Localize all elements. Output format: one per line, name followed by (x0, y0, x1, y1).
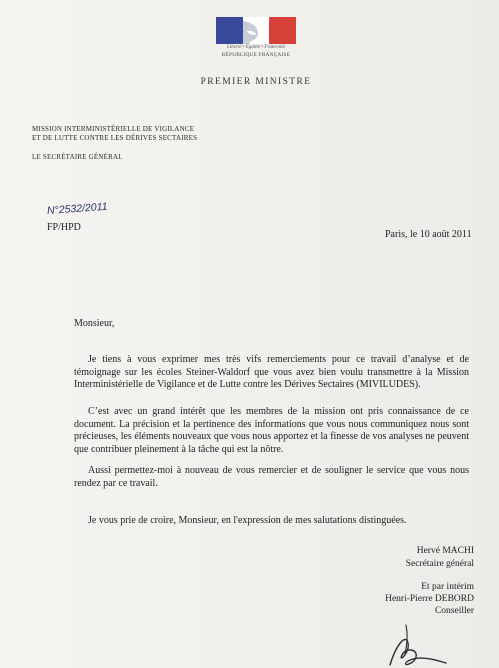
paragraph-3: Aussi permettez-moi à nouveau de vous remercier et de souligner le service que vous nous rendez par ce travail. (74, 465, 469, 489)
interim-title: Conseiller (434, 606, 474, 616)
signatory-name: Hervé MACHI (416, 546, 474, 556)
paragraph-1: Je tiens à vous exprimer mes très vifs remerciements pour ce travail d’analyse et de témoignage sur les écoles Steiner-Waldorf que vous avez bien voulu transmettre à la Mission Interministérielle de Vigilance et de Lutte contre les Dérives Sectaires (MIVILUDES). (74, 354, 469, 391)
salutation: Monsieur, (74, 318, 115, 329)
closing-paragraph: Je vous prie de croire, Monsieur, en l'expression de mes salutations distinguées. (88, 515, 407, 526)
republic-motto: Liberté • Égalité • Fraternité (227, 45, 285, 50)
reference-initials: FP/HPD (47, 222, 81, 233)
signatory-title: Secrétaire général (405, 559, 474, 569)
handwritten-signature (378, 605, 478, 668)
mission-line-1: MISSION INTERMINISTÉRIELLE DE VIGILANCE (32, 125, 195, 133)
mission-line-2: ET DE LUTTE CONTRE LES DÉRIVES SECTAIRES (32, 134, 198, 142)
interim-name: Henri-Pierre DEBORD (385, 594, 474, 604)
letter-date: Paris, le 10 août 2011 (385, 229, 472, 240)
paragraph-2: C’est avec un grand intérêt que les membres de la mission ont pris connaissance de ce document. La précision et la pertinence des informations que vous nous communiquez nous sont précieuses, les éléments nouveaux que vous nous apportez et la finesse de vos analyses ne peuvent que contribuer pleinement à la tâche qui est la nôtre. (74, 406, 469, 455)
secretary-general-label: LE SECRÉTAIRE GÉNÉRAL (32, 153, 123, 161)
interim-label: Et par intérim (421, 582, 474, 592)
reference-number: N°2532/2011 (46, 200, 108, 217)
office-title: PREMIER MINISTRE (200, 77, 312, 87)
republic-name: RÉPUBLIQUE FRANÇAISE (221, 52, 291, 58)
